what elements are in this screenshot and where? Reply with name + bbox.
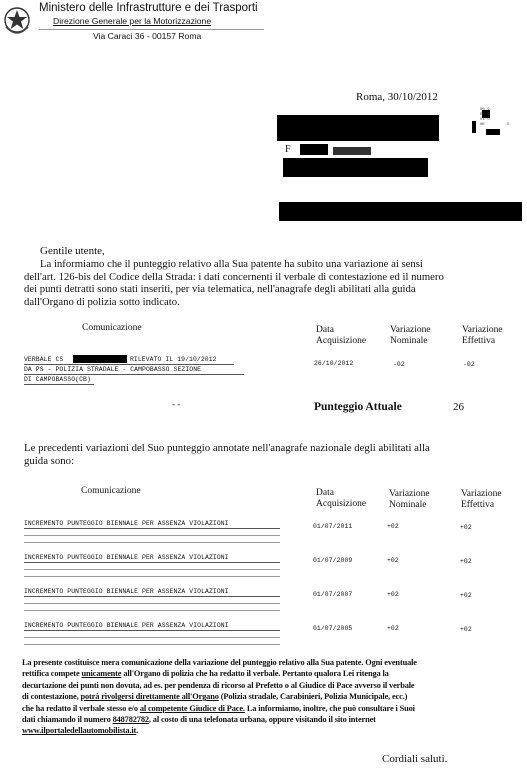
row-underline [24,610,280,611]
table1-row-line2: DA PS - POLIZIA STRADALE - CAMPOBASSO SEZIONE [24,366,202,373]
barcode-text: 00 9 RF 9 0I 0 0E 3 [480,108,509,127]
row-data: 01/07/2011 [313,523,353,530]
notice-text: rettifica compete [22,669,82,679]
notice-text: (Polizia stradale, Carabinieri, Polizia Municipale, ecc.) [218,692,408,702]
redaction-block [333,147,371,155]
row-underline [24,576,280,577]
letterhead-rule [39,29,264,30]
notice-text: all'Organo di polizia che ha redatto il verbale. Pertanto qualora Lei ritenga la [121,669,389,679]
header-text: Nominale [389,500,427,510]
header-text: Variazione [389,489,430,499]
table2-header-nominale [389,489,430,511]
redaction-block [277,115,439,141]
table1-row-line3: DI CAMPOBASSO(CB) [24,376,91,383]
row-underline [24,603,280,604]
header-text: Nominale [390,336,428,346]
intro-line: dei punti detratti sono stati inseriti, per via telematica, nell'anagrafe degli abilitati alla guida [24,283,416,295]
directorate-name: Direzione Generale per la Motorizzazione [53,16,212,26]
table1-row-data: 26/10/2012 [314,360,354,367]
row-underline [24,374,244,375]
ministry-name: Ministero delle Infrastrutture e dei Trasporti [39,2,258,14]
notice-text: . [136,726,139,736]
notice-line [22,657,527,668]
notice-text: La presente costituisce mera comunicazione della variazione del punteggio relativo alla Sua patente. Ogni eventuale [22,658,417,667]
notice-text: di contestazione, [22,692,81,702]
notice-line [22,714,527,725]
recipient-initial: F [285,144,291,155]
row-nominale: +02 [387,591,399,598]
intro-line: dall'Organo di polizia sotto indicato. [24,295,180,308]
row-underline [24,644,280,645]
notice-line [22,725,527,736]
dashes: - - [172,399,181,409]
table1-header-nominale [390,325,431,347]
row-desc: INCREMENTO PUNTEGGIO BIENNALE PER ASSENZA VIOLAZIONI [24,588,229,595]
notice-emphasis: potrà rivolgersi direttamente all'Organo [80,692,219,702]
notice-text: decurtazione dei punti non dovuta, ad es. per pendenza di ricorso al Prefetto o al Giudice di Pace avverso il verbale [22,680,415,690]
row-desc: INCREMENTO PUNTEGGIO BIENNALE PER ASSENZA VIOLAZIONI [24,520,229,527]
redaction-block [472,121,476,133]
notice-line [22,680,527,691]
row-underline [24,630,280,631]
notice-line [22,703,527,714]
table1-header-comunicazione: Comunicazione [82,323,142,333]
row-effettiva: +02 [460,558,472,565]
row-nominale: +02 [387,557,399,564]
previous-intro [24,442,430,468]
row-underline [24,569,280,570]
header-text: Variazione [390,325,431,335]
header-text: Effettiva [461,500,495,510]
notice-text: dati chiamando il numero [22,715,113,725]
row-underline [24,637,280,638]
table1-row-nominale: -02 [393,361,405,368]
notice-text: che ha redatto il verbale stesso e/o [22,703,140,713]
website-link[interactable]: www.ilportaledellautomobilista.it [22,726,137,736]
row-underline [24,364,234,365]
row-data: 01/07/2007 [313,591,353,598]
intro-line: dell'art. 126-bis del Codice della Strada: i dati concernenti il verbale di contestazione ed il numero [24,270,444,283]
notice-emphasis: unicamente [81,669,122,679]
punteggio-label: Punteggio Attuale [314,401,402,413]
redaction-block [283,158,428,177]
table2-header-effettiva [461,489,502,511]
previous-intro-line: Le precedenti variazioni del Suo punteggio annotate nell'anagrafe nazionale degli abilitati alla [24,442,430,454]
row-underline [24,528,280,529]
header-text: Acquisizione [316,336,367,346]
table1-header-data [316,325,366,347]
row-data: 01/07/2009 [313,557,353,564]
closing: Cordiali saluti. [382,753,448,765]
letter-date: Roma, 30/10/2012 [356,91,438,103]
row-underline [24,596,280,597]
table1-header-effettiva [462,325,503,347]
row-effettiva: +02 [460,626,472,633]
redaction-block [279,202,522,221]
table1-row-effettiva: -02 [463,361,475,368]
ministry-address: Via Caraci 36 - 00157 Roma [93,31,202,41]
table2-header-data [316,488,366,510]
row-underline [24,562,280,563]
legal-notice [22,657,527,737]
row-effettiva: +02 [460,592,472,599]
row-desc: INCREMENTO PUNTEGGIO BIENNALE PER ASSENZA VIOLAZIONI [24,554,229,561]
table2-header-comunicazione: Comunicazione [81,486,141,496]
notice-text: La informiamo, inoltre, che può consultare i Suoi [244,703,415,713]
row-nominale: +02 [387,625,399,632]
header-text: Variazione [461,489,502,499]
notice-text: , al costo di una telefonata urbana, oppure visitando il sito internet [148,715,376,725]
row-desc: INCREMENTO PUNTEGGIO BIENNALE PER ASSENZA VIOLAZIONI [24,622,229,629]
phone-number: 848782782 [112,715,149,725]
table1-row-line1b: RILEVATO IL 19/10/2012 [130,356,217,363]
notice-line [22,668,527,679]
header-text: Acquisizione [316,499,367,509]
header-text: Data [316,325,334,335]
table1-row-line1a: VERBALE CS [24,356,64,363]
notice-emphasis: al competente Giudice di Pace. [139,703,245,713]
redaction-block [73,355,127,363]
punteggio-value: 26 [453,401,464,413]
row-underline [24,535,280,536]
header-text: Variazione [462,325,503,335]
row-nominale: +02 [387,523,399,530]
row-underline [24,384,94,385]
greeting: Gentile utente, [40,245,105,257]
notice-line [22,691,527,702]
intro-paragraph [24,258,444,308]
emblem-icon [3,3,31,37]
row-data: 01/07/2005 [313,625,353,632]
previous-intro-line: guida sono: [24,455,75,467]
redaction-block [486,129,500,135]
row-underline [24,542,280,543]
header-text: Effettiva [462,336,496,346]
row-effettiva: +02 [460,524,472,531]
header-text: Data [316,488,334,498]
intro-line: La informiamo che il punteggio relativo alla Sua patente ha subito una variazione ai sensi [40,258,423,270]
redaction-block [300,144,328,155]
